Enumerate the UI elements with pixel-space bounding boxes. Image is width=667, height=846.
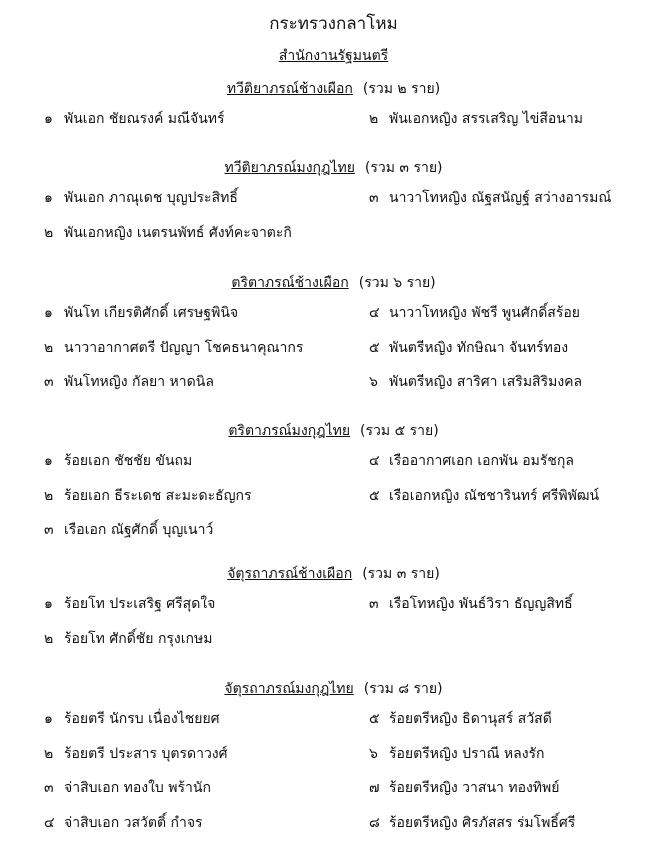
section-heading bbox=[0, 157, 667, 179]
person-name: ร้อยเอก ธีระเดช สะมะดะธัญกร bbox=[64, 487, 252, 504]
item-number: ๒ bbox=[44, 487, 54, 504]
person-name: ร้อยโท ศักดิ์ชัย กรุงเกษม bbox=[64, 630, 213, 647]
item-number: ๑ bbox=[44, 711, 53, 727]
item-number: ๓ bbox=[44, 374, 54, 390]
item-number: ๒ bbox=[44, 339, 54, 356]
item-number: ๕ bbox=[369, 339, 380, 356]
item-number: ๓ bbox=[369, 596, 379, 612]
person-name: ร้อยเอก ชัชชัย ขันถม bbox=[64, 453, 193, 469]
person-name: เรืออากาศเอก เอกพัน อมรัชกุล bbox=[389, 453, 574, 469]
person-name: พันเอกหญิง เนตรนพัทธ์ ศังท์คะจาตะกิ bbox=[64, 224, 292, 241]
person-name: จ่าสิบเอก วสวัตติ์ กำจร bbox=[64, 814, 203, 831]
section-title: ทวีติยาภรณ์ช้างเผือก bbox=[226, 81, 353, 97]
person-name: พันโท เกียรติศักดิ์ เศรษฐพินิจ bbox=[64, 305, 239, 321]
person-name: ร้อยตรีหญิง วาสนา ทองทิพย์ bbox=[389, 780, 560, 796]
person-name: จ่าสิบเอก ทองใบ พร้านัก bbox=[64, 780, 211, 796]
item-number: ๔ bbox=[369, 305, 380, 321]
section-title: ตริตาภรณ์มงกุฎไทย bbox=[228, 423, 351, 439]
list-item bbox=[44, 777, 211, 799]
list-item bbox=[369, 187, 611, 209]
item-number: ๒ bbox=[369, 111, 379, 127]
item-number: ๑ bbox=[44, 305, 53, 321]
item-number: ๑ bbox=[44, 111, 53, 127]
list-item bbox=[369, 337, 568, 359]
list-item bbox=[44, 812, 203, 834]
person-name: เรือเอก ณัฐศักดิ์ บุญเนาว์ bbox=[64, 522, 214, 538]
list-item bbox=[369, 302, 580, 324]
item-number: ๓ bbox=[369, 190, 379, 206]
item-number: ๕ bbox=[369, 711, 380, 727]
item-number: ๒ bbox=[44, 745, 54, 762]
person-name: เรือเอกหญิง ณัชชารินทร์ ศรีพิพัฒน์ bbox=[389, 487, 600, 504]
section-count: (รวม ๘ ราย) bbox=[363, 681, 443, 697]
section-count: (รวม ๓ ราย) bbox=[362, 566, 440, 582]
section-count: (รวม ๒ ราย) bbox=[362, 81, 441, 97]
list-item bbox=[369, 593, 573, 615]
list-item bbox=[44, 485, 252, 507]
person-name: นาวาอากาศตรี ปัญญา โชคธนาคุณากร bbox=[64, 339, 304, 356]
item-number: ๔ bbox=[44, 814, 55, 831]
list-item bbox=[369, 812, 575, 834]
list-item bbox=[44, 187, 238, 209]
person-name: นาวาโทหญิง ณัฐสนัญฐ์ สว่างอารมณ์ bbox=[389, 190, 612, 206]
section-count: (รวม ๓ ราย) bbox=[364, 160, 443, 176]
person-name: ร้อยตรี ประสาร บุตรดาวงศ์ bbox=[64, 745, 228, 762]
section-title: ทวีติยาภรณ์มงกุฎไทย bbox=[224, 160, 355, 176]
person-name: พันตรีหญิง ทักษิณา จันทร์ทอง bbox=[389, 339, 569, 356]
section-heading bbox=[0, 78, 667, 100]
section-heading bbox=[0, 678, 667, 700]
list-item bbox=[369, 108, 583, 130]
person-name: ร้อยตรีหญิง ธิดานุสร์ สวัสดี bbox=[389, 711, 552, 727]
person-name: นาวาโทหญิง พัชรี พูนศักดิ์สร้อย bbox=[389, 305, 580, 321]
ministry-title: กระทรวงกลาโหม bbox=[269, 14, 398, 34]
section-count: (รวม ๖ ราย) bbox=[358, 275, 436, 291]
item-number: ๖ bbox=[369, 374, 378, 390]
item-number: ๖ bbox=[369, 745, 378, 762]
section-title: จัตุรถาภรณ์ช้างเผือก bbox=[227, 566, 353, 582]
list-item bbox=[44, 593, 215, 615]
person-name: พันโทหญิง กัลยา หาดนิล bbox=[64, 374, 214, 390]
list-item bbox=[44, 337, 303, 359]
list-item bbox=[44, 628, 213, 650]
list-item bbox=[44, 519, 213, 541]
list-item bbox=[369, 450, 574, 472]
person-name: พันเอก ชัยณรงค์ มณีจันทร์ bbox=[64, 111, 225, 127]
list-item bbox=[44, 708, 220, 730]
list-item bbox=[44, 743, 228, 765]
office-subtitle: สำนักงานรัฐมนตรี bbox=[278, 48, 389, 64]
item-number: ๓ bbox=[44, 780, 54, 796]
list-item bbox=[369, 485, 599, 507]
item-number: ๑ bbox=[44, 596, 53, 612]
list-item bbox=[44, 450, 192, 472]
item-number: ๑ bbox=[44, 453, 53, 469]
person-name: พันเอก ภาณุเดช บุญประสิทธิ์ bbox=[64, 190, 238, 206]
item-number: ๑ bbox=[44, 190, 53, 206]
person-name: ร้อยโท ประเสริฐ ศรีสุดใจ bbox=[64, 596, 216, 612]
item-number: ๒ bbox=[44, 630, 54, 647]
section-heading bbox=[0, 272, 667, 294]
list-item bbox=[44, 108, 225, 130]
item-number: ๒ bbox=[44, 224, 54, 241]
section-heading bbox=[0, 420, 667, 442]
person-name: พันเอกหญิง สรรเสริญ ไข่สีอนาม bbox=[389, 111, 583, 127]
person-name: ร้อยตรี นักรบ เนื่องไชยยศ bbox=[64, 711, 220, 727]
list-item bbox=[369, 371, 582, 393]
section-title: ตริตาภรณ์ช้างเผือก bbox=[231, 275, 349, 291]
item-number: ๔ bbox=[369, 453, 380, 469]
list-item bbox=[44, 371, 214, 393]
list-item bbox=[369, 777, 559, 799]
list-item bbox=[44, 302, 238, 324]
list-item bbox=[369, 708, 552, 730]
item-number: ๕ bbox=[369, 487, 380, 504]
person-name: ร้อยตรีหญิง ศิรภัสสร ร่มโพธิ์ศรี bbox=[389, 814, 576, 831]
section-heading bbox=[0, 563, 667, 585]
section-title: จัตุรถาภรณ์มงกุฎไทย bbox=[224, 681, 354, 697]
item-number: ๓ bbox=[44, 522, 54, 538]
list-item bbox=[369, 743, 545, 765]
person-name: ร้อยตรีหญิง ปราณี หลงรัก bbox=[389, 745, 545, 762]
item-number: ๗ bbox=[369, 780, 380, 796]
person-name: เรือโทหญิง พันธ์วิรา ธัญญสิทธิ์ bbox=[389, 596, 573, 612]
item-number: ๘ bbox=[369, 814, 380, 831]
list-item bbox=[44, 222, 292, 244]
section-count: (รวม ๕ ราย) bbox=[360, 423, 439, 439]
person-name: พันตรีหญิง สาริศา เสริมสิริมงคล bbox=[389, 374, 583, 390]
